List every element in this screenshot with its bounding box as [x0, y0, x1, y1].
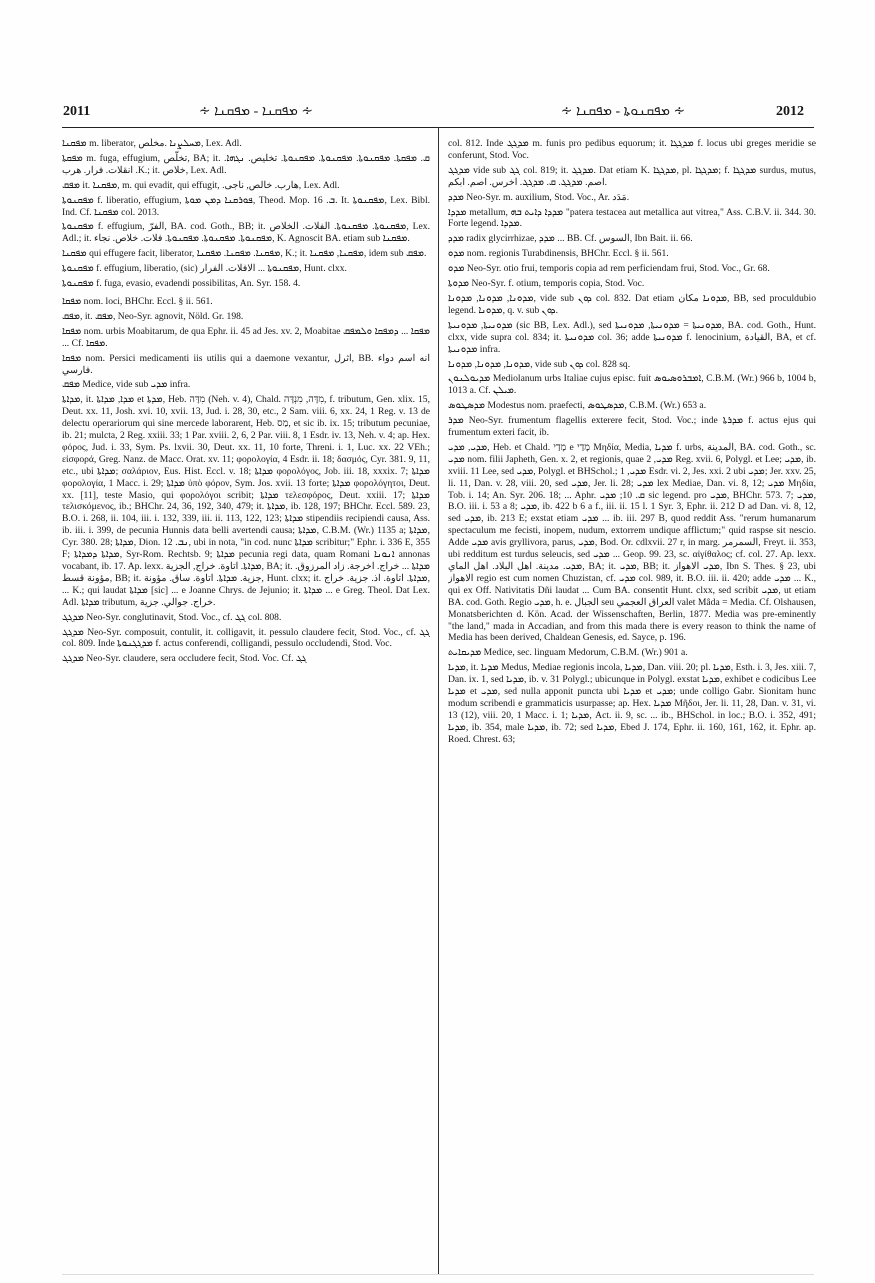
dictionary-entry: ܡܦܩ it. ܡܦܩܢܐ, m. qui evadit, qui effugit, .هارب. خالص, ناجى, Lex. Adl.: [62, 179, 340, 191]
dictionary-entry: ܡܦܩܐ nom. loci, BHChr. Eccl. § ii. 561.: [62, 295, 213, 307]
dictionary-entry: ܡܦܩܢܘܬܐ f. liberatio, effugium, ܦܘܪܩܢܐ ܕܡܢ ܡܘܬܐ, Theod. Mop. ܒ. 16. It. ܡܦܩܢܘܬܐ, Lex. Bibl. Ind. Cf. ܡܦܩܢܐ col. 2013.: [62, 194, 430, 218]
dictionary-entry: ܡܕܘܢܐ, ܡܕܘܢܐ, ܡܕܘܢܐ, vide sub ܕܘܢ col. 832. Dat etiam ܡܕܘܢܐ مكان, BB, sed proculdubio legend. ܡܕܘܢܐ, q. v. sub ܕܘܢ.: [448, 292, 816, 316]
dictionary-entry: ܡܕܝ, ܡܕܝ, Heb. et Chald. מָדַי e מָדַי Μηδία, Media, ܡܕܝܐ f. urbs, المدينة, BA. cod. Goth., sc. ܡܕܝ nom. filii Japheth, Gen. x. 2, et regionis, quae ܡܕܝ, 2 Reg. xvii. 6, Polygl. et Lee; ܡܕܝ, ib. xviii. 11 Lee, sed ܡܕܝ, Polygl. et BHSchol.; ܡܕܝ, 1 Esdr. vi. 2, Jes. xxi. 2 ubi ܡܕܝ; Jer. xxv. 25, li. 11, Dan. v. 28, viii. 20, sed ܡܕܝ, Jer. li. 28; ܡܕܝ lex Mediae, Dan. vi. 8, 12; ܡܕܝ Μηδία, Tob. i. 14; An. Syr. 206. 18; ... Aphr. ܩ. 10; ܡܕܝ sic legend. pro ܡܕܝ, BHChr. 573. 7; ܡܕܝ, B.O. iii. i. 53 a 8; ܡܕܝ, ib. 422 b 6 a f., iii. ii. 15 l. 1 Syr. 3, Ephr. ii. 212 D ad Dan. vi. 8, 12, sed ܡܕܝ, ib. 213 E; exstat etiam ܡܕܝ ... ib. iii. 297 B, quod reddit Ass. "rerum humanarum spectaculum me fecisti, inopem, nudum, extorrem undique afflictum;" quid raspse sit nescio. Adde ܡܕܝ avis gryllivora, parus, ܡܕܝ, Bod. Or. cdlxvii. 27 r, in marg. السمرمر, Freyt. ii. 353, ubi redditum est turdus seleucis, sed ܡܕܝ ... Geop. 99. 23, sc. αἰγίθαλος; cf. col. 27. Ap. lexx. ܡܕܝ. مدينة. اهل البلاد. اهل الماي, BA; it. ܡܕܝ, BB; it. ܡܕܝ الاهواز, Ibn S. Thes. § 23, ubi الاهواز regio est cum nomen Chuzistan, cf. ܡܕܝ col. 989, it. B.O. iii. ii. 420; adde ܡܕܝ ... K., qui ex Off. Nativitatis Dñi laudat ... Cum BA. consentit Hunt. clxx, sed scribit ܡܕܝ, ut etiam BA. cod. Goth. Regio ܡܕܝ, h. e. الجبال seu العراق العجمي valet Mâda = Media. Cf. Olshausen, Monatsberichten d. Kön. Acad. der Wissenschaften, Berlin, 1877. Media was pre-eminently "the land," mada in Accadian, and from this mada there is every reason to think the name of Media has been derived, Chaldean Genesis, ed. Sayce, p. 196.: [448, 441, 816, 644]
dictionary-entry: ܡܕܘ nom. regionis Turabdinensis, BHChr. Eccl. § ii. 561.: [448, 248, 669, 260]
left-column: [62, 138, 430, 1270]
dictionary-entry: ܡܦܩܢܘܬܐ f. fuga, evasio, evadendi possibilitas, An. Syr. 158. 4.: [62, 278, 301, 290]
bottom-edge: [62, 1274, 814, 1275]
dictionary-entry: ܡܕܝܐ, it. ܡܕܝܐ Medus, Mediae regionis incola, ܡܕܝܐ, Dan. viii. 20; pl. ܡܕܝܐ, Esth. i. 3, Jes. xiii. 7, Dan. ix. 1, sed ܡܕܝܐ, ib. v. 31 Polygl.; ubicunque in Polygl. exstat ܡܕܝܐ, exhibet e codicibus Lee ܡܕܝܐ et ܡܕܝ, sed nulla apponit puncta ubi ܡܕܝܐ et ܡܕܝ; unde colligo Gabr. Sionitam hunc modum scribendi e grammaticis usurpasse; ap. Hex. ܡܕܝܐ Μῆδοι, Jer. li. 11, 28, Dan. v. 31, vi. 13 (12), viii. 20, 1 Macc. i. 1; ܡܕܝܐ, Act. ii. 9, sc. ... ib., BHSchol. in loc.; B.O. i. 352, 491; ܡܕܝܐ, ib. 354, male ܡܕܝܐ, ib. 72; sed ܡܕܝܐ, Ebed J. 174, Ephr. ii. 160, 161, 162, it. Ephr. ap. Roed. Chrest. 63;: [448, 662, 816, 745]
left-running-head: ∻ ܡܦܩܢܐ - ܡܦܩܢܐ ∻: [198, 104, 314, 119]
dictionary-entry: ܡܕܕ radix glycirrhizae, ܡܕܕ ... BB. Cf. السوس, Ibn Bait. ii. 66.: [448, 233, 693, 245]
right-column: [448, 138, 816, 1270]
right-running-head: ∻ ܡܦܩܢܘܬܐ - ܡܦܩܢܐ ∻: [560, 104, 686, 119]
dictionary-entry: ܡܕܘܬܐ Neo-Syr. f. otium, temporis copia, Stod. Voc.: [448, 278, 645, 290]
dictionary-entry: ܡܕܓܓ vide sub ܓܓ col. 819; it. ܡܕܓܓ. Dat etiam K. ܡܕܓܓܐ, pl. ܡܕܓܓܐ; f. ܡܕܓܓܐ surdus, mutus, اصم. ܡܕܓܓ. ܩ. ܡܕܓܓ. اخرس. اصم. ابكم.: [448, 164, 816, 188]
dictionary-entry: ܡܕܓܓ Neo-Syr. composuit, contulit, it. colligavit, it. pessulo claudere fecit, Stod. Voc., cf. ܓܓ col. 809. Inde ܡܕܓܓܢܘܬܐ f. actus conferendi, colligandi, pessulo occludendi, Stod. Voc.: [62, 626, 430, 650]
dictionary-entry: ܡܦܩܐ nom. Persici medicamenti iis utilis qui a daemone vexantur, اثرل, BB. انه اسم دواء فارسي.: [62, 352, 430, 376]
dictionary-entry: ܡܕܘܢܐ, ܡܕܘܢܐ, ܡܕܘܢܐ, vide sub ܕܘܢ col. 828 sq.: [448, 358, 631, 370]
dictionary-entry: ܡܕܣܛܘܣ Modestus nom. praefecti, ܡܕܣܛܘܣ, C.B.M. (Wr.) 653 a.: [448, 400, 707, 412]
dictionary-entry: ܡܦܩܢܐ qui effugere facit, liberator, ܡܦܩܢܐ. ܡܦܩܢܐ. ܡܦܩܢܐ, K.; it. ܡܦܩܢܐ, ܡܦܩܢܐ, idem sub ܡܦܩ.: [62, 248, 427, 260]
dictionary-entry: ܡܕܓܓ Neo-Syr. conglutinavit, Stod. Voc., cf. ܓܓ col. 808.: [62, 611, 282, 623]
dictionary-entry: ܡܦܩܢܘܬܐ f. effugium, الفرّ, BA. cod. Goth., BB; it. ܡܦܩܢܘܬܐ. ܡܦܩܢܘܬܐ. الفلات. الخلاص, Lex. Adl.; it. ܡܦܩܢܘܬܐ. ܡܦܩܢܘܬܐ. ܡܦܩܢܘܬܐ. فلات. خلاص. نجاء, K. Agnoscit BA. etiam sub ܡܦܩܢܐ.: [62, 221, 430, 245]
dictionary-entry: ܡܦܩ Medice, vide sub ܡܕܝ infra.: [62, 379, 191, 391]
dictionary-entry: ܡܕܘܢܝܬܐ, ܡܕܘܢܝܬܐ (sic BB, Lex. Adl.), sed ܡܕܘܢܝܬܐ = ܡܕܘܢܝܬܐ, ܡܕܘܢܝܬܐ, BA. cod. Goth., Hunt. clxx, vide supra col. 834; it. ܡܕܘܢܝܬܐ col. 36; adde ܡܕܘܢܝܬܐ f. lenocinium, القيادة, BA, et cf. ܡܕܘܢܝܬܐ infra.: [448, 319, 816, 355]
left-page-number: 2011: [63, 104, 91, 119]
dictionary-entry: ܡܕܝܩܐܝܬ Medice, sec. linguam Medorum, C.B.M. (Wr.) 901 a.: [448, 647, 688, 659]
dictionary-entry: ܡܦܩ, it. ܡܦܩ, Neo-Syr. agnovit, Nöld. Gr. 198.: [62, 310, 244, 322]
dictionary-entry: ܡܦܩܢܐ m. liberator, ܡܚܠܨܢܐ .مخلّص, Lex. Adl.: [62, 138, 242, 149]
dictionary-entry: ܡܕܘ Neo-Syr. otio frui, temporis copia ad rem perficiendam frui, Stod. Voc., Gr. 68.: [448, 263, 770, 275]
right-page-number: 2012: [776, 104, 804, 119]
dictionary-entry: ܡܕܓܓ Neo-Syr. claudere, sera occludere fecit, Stod. Voc. Cf. ܓܓ: [62, 653, 307, 665]
dictionary-entry: ܡܦܩܐ nom. urbis Moabitarum, de qua Ephr. ii. 45 ad Jes. xv. 2, Moabitae ܡܦܩܐ ... ܕܡܦܩܐ ܘܠܡܦܩ ... Cf. ܡܦܩܐ.: [62, 325, 430, 349]
dictionary-entry: ܡܕܪ Neo-Syr. frumentum flagellis exterere fecit, Stod. Voc.; inde ܡܕܪܬܐ f. actus ejus qui frumentum exteri facit, ib.: [448, 415, 816, 439]
dictionary-entry: ܡܦܩܢܘܬܐ f. effugium, liberatio, (sic) ܡܦܩܢܘܬܐ ... الافلات. الفرار, Hunt. clxx.: [62, 263, 347, 275]
dictionary-entry: ܡܕܕܐ metallum, ܡܕܕܐ ܕܐܝܬ ܒܗ "patera testacea aut metallica aut vitrea," Ass. C.B.V. ii. 344. 30. Forte legend. ܡܕܕܐ.: [448, 206, 816, 230]
dictionary-entry: ܡܦܩܬܐ m. fuga, effugium, تخلّص, BA; it. ܩ. ܡܦܩܬܐ. ܡܦܩܢܘܬܐ. ܡܦܩܢܘܬܐ. ܡܦܩܢܘܬܐ. تخليص. ܢܓܗܐ. انقلات. فرار. هرب .K.; it. خلاص, Lex. Adl.: [62, 152, 430, 176]
column-divider: [438, 127, 439, 1275]
dictionary-entry: ܡܕܐܬܐ, it. ܡܕܐ, ܡܕܐܬܐ et ܡܕܬܐ, Heb. מִדָּה (Neh. v. 4), Chald. מִדָּה, מִנְדָּה, f. tributum, Gen. xlix. 15, Deut. xx. 11, Josh. xvi. 10, xvii. 13, Jud. i. 28, 30, etc., 2 Sam. viii. 6, xx. 24, 1 Reg. v. 13 de delectu operariorum qui sine mercede laborarent, Heb. מַס, et sic ib. ix. 15; tributum pecuniae, ib. 21; mulcta, 2 Reg. xxiii. 33; 1 Par. xviii. 2, 6, 2 Par. viii. 8, 1 Esdr. iv. 13, Neh. v. 4; ap. Hex. φόρος, Jud. i. 33, Sym. Ps. lxvii. 30, Deut. xx. 11, 10 forte, Threni. i. 1, Luc. xx. 22 VEh.; εἰσφορά, Greg. Nanz. de Macc. Orat. xv. 11; φορολογία, 4 Esdr. ii. 18; δασμός, Cyr. 381. 9, 11, etc., ubi ܡܕܐܬܐ; σαλάριον, Eus. Hist. Eccl. v. 18; ܡܕܐܬܐ φορολόγος, Job. iii. 18, xxxix. 7; ܡܕܐܬܐ φορολογία, 1 Macc. i. 29; ܡܕܐܬܐ ὑπὸ φόρον, Sym. Jos. xvii. 13 forte; ܡܕܐܬܐ φορολόγητοι, Deut. xx. [11], teste Masio, qui φορολόγοι scribit; ܡܕܐܬܐ τελεσφόρος, Deut. xxiii. 17; ܡܕܐܬܐ τελισκόμενος, ib.; BHChr. 24, 36, 192, 340, 479; it. ܡܕܐܬܐ, ib. 128, 197; BHChr. Eccl. 589. 23, B.O. i. 268, ii. 104, iii. i. 132, 339, iii. ii. 113, 122, 123; ܡܕܐܬܐ stipendiis recipiendi causa, Ass. ib. iii. i. 399, de pecunia Hunnis data belli avertendi causa; ܡܕܐܬܐ, C.B.M. (Wr.) 1135 a; ܡܕܐܬܐ, Cyr. 380. 28; ܡܕܐܬܐ, Dion. ܢܒ. 12, ubi in nota, "in cod. nunc ܡܕܐܬܐ scribitur;" Ephr. i. 336 E, 355 F; ܡܕܐܬܐ ܕܡܕܐܬܐ, Syr-Rom. Rechtsb. 9; ܡܕܐܬܐ pecunia regi data, quam Romani ܐܢܘܢܐ annonas vocabant, ib. 17. Ap. lexx. ܡܕܐܬܐ. اتاوة. خراج, الجزية, BA; it. ܡܕܐܬܐ ... خراج. اخرجة. زاد المرزوق. مؤونة قسط, BB; it. جزية. ܡܕܐܬܐ. اتاوة. ساق. مؤونة, Hunt. clxx; it. ܡܕܐܬܐ. اتاوة. اذ. جزية. خراج, ... K.; qui laudat ܡܕܐܬܐ [sic] ... e Joanne Chrys. de Jejunio; it. ܡܕܐܬܐ ... e Greg. Theol. Dat Lex. Adl. ܡܕܐܬܐ tributum, خراج. جوالي. جزية.: [62, 394, 430, 608]
dictionary-entry: ܡܕܕ Neo-Syr. m. auxilium, Stod. Voc., Ar. مَدَد.: [448, 191, 630, 203]
dictionary-entry: col. 812. Inde ܡܕܓܓ m. funis pro pedibus equorum; it. ܡܕܓܓܐ f. locus ubi greges meridie se conferunt, Stod. Voc.: [448, 138, 816, 161]
dictionary-entry: ܡܕܝܘܠܢܘܢ Mediolanum urbs Italiae cujus episc. fuit ܐܡܒܪܘܣܝܘܣ, C.B.M. (Wr.) 966 b, 1004 b, 1013 a. Cf. ܡܝܠܢ.: [448, 373, 816, 397]
